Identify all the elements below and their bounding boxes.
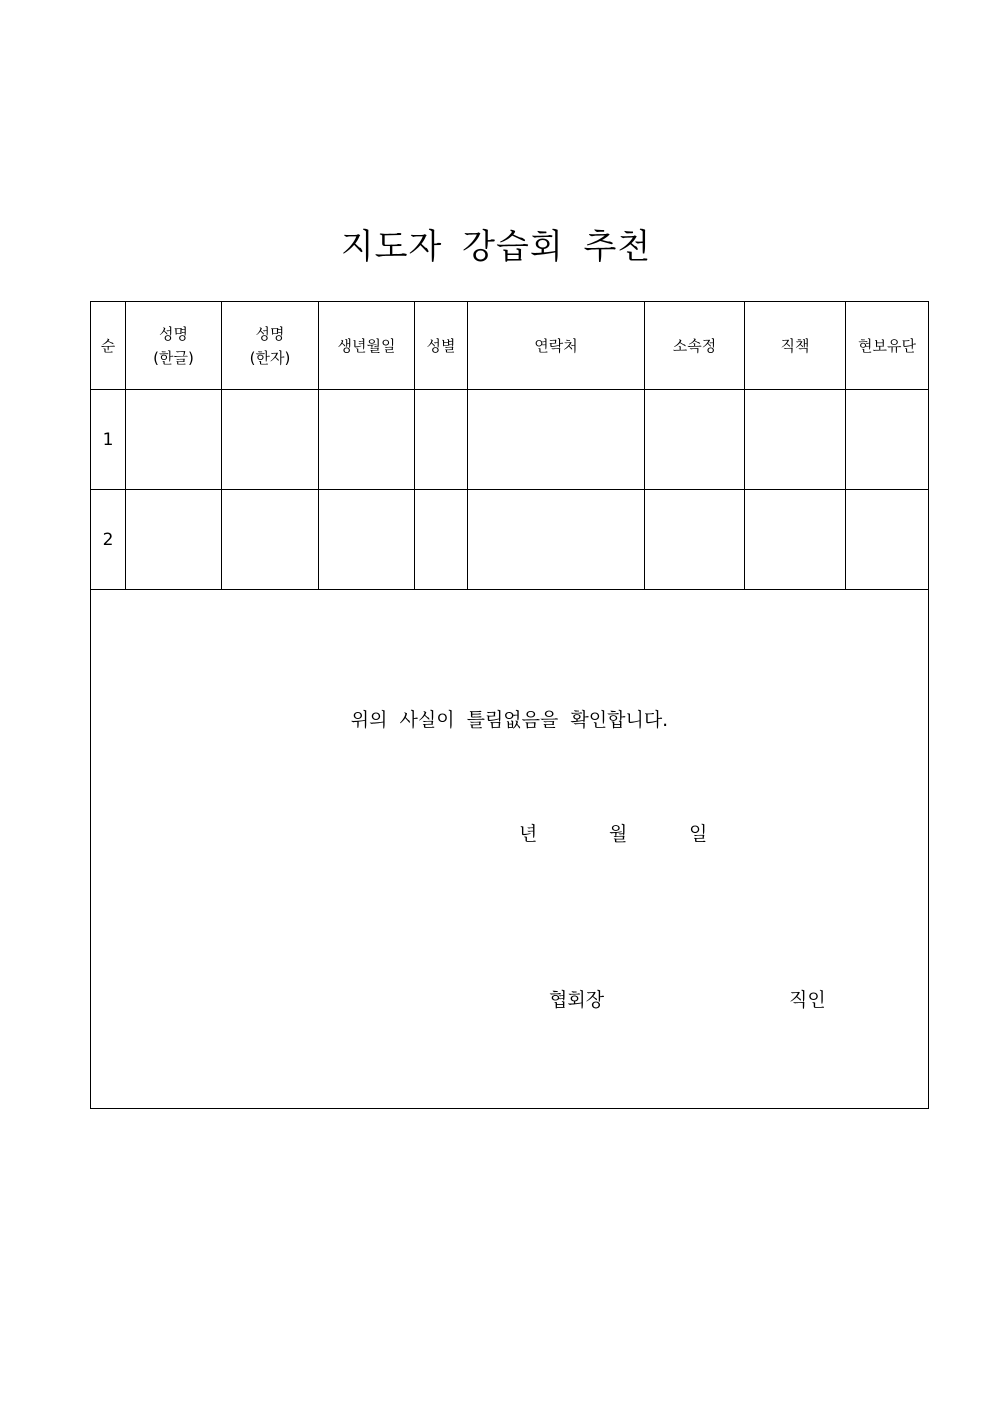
header-birthdate: 생년월일 [319, 302, 415, 390]
confirmation-row [91, 590, 929, 1109]
confirmation-cell [91, 590, 929, 1109]
cell-contact[interactable] [468, 490, 645, 590]
date-year-label: 년 [519, 823, 538, 845]
date-day-label: 일 [689, 823, 708, 845]
recommendation-table [90, 301, 929, 1109]
cell-name-korean[interactable] [126, 390, 222, 490]
cell-name-hanja[interactable] [222, 490, 319, 590]
page-title: 지도자 강습회 추천 [340, 227, 652, 267]
table-row [91, 490, 929, 590]
cell-affiliation[interactable] [645, 490, 745, 590]
cell-position[interactable] [745, 390, 846, 490]
cell-current-rank[interactable] [846, 490, 929, 590]
header-name-korean-line1: 성명 [159, 324, 188, 343]
header-name-hanja-line1: 성명 [255, 324, 285, 343]
table-header-row [91, 302, 929, 390]
cell-affiliation[interactable] [645, 390, 745, 490]
header-current-rank: 현보유단 [846, 302, 929, 390]
cell-gender[interactable] [415, 490, 468, 590]
cell-birthdate[interactable] [319, 490, 415, 590]
header-contact: 연락처 [468, 302, 645, 390]
cell-gender[interactable] [415, 390, 468, 490]
cell-position[interactable] [745, 490, 846, 590]
header-seq: 순 [91, 302, 126, 390]
cell-contact[interactable] [468, 390, 645, 490]
row-number: 1 [91, 390, 126, 490]
header-name-korean-line2: (한글) [153, 348, 194, 367]
cell-birthdate[interactable] [319, 390, 415, 490]
header-name-hanja-line2: (한자) [249, 348, 291, 367]
table-row [91, 390, 929, 490]
cell-name-korean[interactable] [126, 490, 222, 590]
confirmation-text: 위의 사실이 틀림없음을 확인합니다. [350, 709, 669, 731]
seal-label: 직인 [789, 989, 826, 1011]
confirmation-box [91, 590, 928, 1108]
signer-label: 협회장 [549, 989, 605, 1011]
cell-name-hanja[interactable] [222, 390, 319, 490]
header-gender: 성별 [415, 302, 468, 390]
row-number: 2 [91, 490, 126, 590]
header-position: 직책 [745, 302, 846, 390]
header-name-korean [126, 302, 222, 390]
header-affiliation: 소속정 [645, 302, 745, 390]
header-name-hanja [222, 302, 319, 390]
cell-current-rank[interactable] [846, 390, 929, 490]
date-month-label: 월 [609, 823, 628, 845]
